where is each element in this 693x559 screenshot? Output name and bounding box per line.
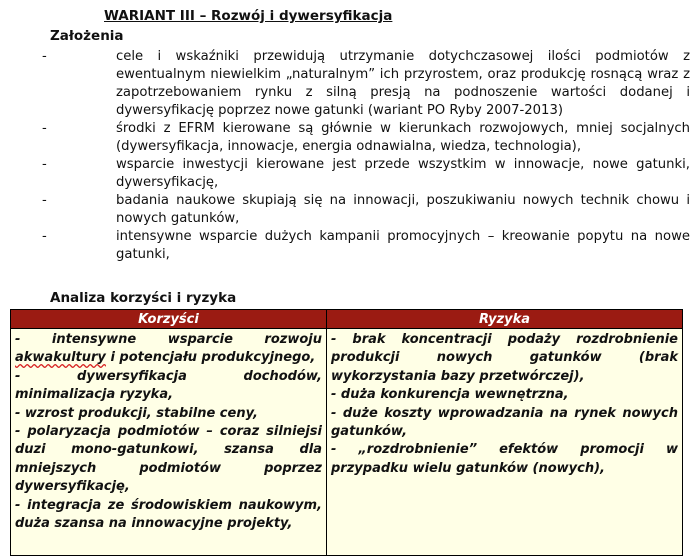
list-item — [42, 48, 690, 120]
bullet-dash: - — [42, 121, 47, 136]
risks-header: Ryzyka — [327, 310, 683, 329]
benefits-cell — [11, 329, 327, 556]
benefit-item: - integracja ze środowiskiem naukowym, duża szansa na innowacyjne projekty, — [15, 497, 322, 532]
risk-item: - duża konkurencja wewnętrzna, — [331, 387, 569, 403]
table-header-row — [11, 310, 683, 329]
risk-item: - brak koncentracji podaży rozdrobnienie produkcji nowych gatunków (brak wykorzystania bazy przetwórczej), — [331, 332, 678, 384]
assumptions-heading: Założenia — [50, 28, 124, 44]
risks-cell — [327, 329, 683, 556]
analysis-heading: Analiza korzyści i ryzyka — [50, 290, 237, 306]
list-item-text: intensywne wsparcie dużych kampanii promocyjnych – kreowanie popytu na nowe gatunki, — [116, 229, 690, 262]
benefit-item — [15, 331, 322, 368]
list-item — [42, 192, 690, 228]
benefits-header: Korzyści — [11, 310, 327, 329]
list-item-text: badania naukowe skupiają się na innowacji, poszukiwaniu nowych technik chowu i nowych gatunków, — [116, 193, 690, 226]
list-item — [42, 228, 690, 264]
benefit-item: - wzrost produkcji, stabilne ceny, — [15, 405, 258, 421]
list-item — [42, 156, 690, 192]
benefits-risks-table — [10, 309, 683, 556]
bullet-dash: - — [42, 229, 47, 244]
spellcheck-word: akwakultury — [15, 350, 106, 366]
document-title: WARIANT III – Rozwój i dywersyfikacja — [104, 8, 393, 24]
benefit-item: - dywersyfikacja dochodów, minimalizacja ryzyka, — [15, 368, 322, 403]
table-row — [11, 329, 683, 556]
benefit-text: - intensywne wsparcie rozwoju — [15, 332, 322, 347]
benefit-item: - polaryzacja podmiotów – coraz silniejsi duzi mono-gatunkowi, szansa dla mniejszych podmiotów poprzez dywersyfikację, — [15, 424, 322, 495]
bullet-dash: - — [42, 157, 47, 172]
risk-item: - „rozdrobnienie” efektów promocji w przypadku wielu gatunków (nowych), — [331, 442, 678, 476]
list-item — [42, 120, 690, 156]
bullet-dash: - — [42, 49, 47, 64]
list-item-text: wsparcie inwestycji kierowane jest przede wszystkim w innowacje, nowe gatunki, dywersyfikację, — [116, 157, 690, 190]
benefit-text: i potencjału produkcyjnego, — [105, 350, 316, 366]
list-item-text: cele i wskaźniki przewidują utrzymanie dotychczasowej ilości podmiotów z ewentualnym niewielkim „naturalnym” ich przyrostem, oraz produkcję rosnącą wraz z zapotrzebowaniem rynku z silną presją na podnoszenie wartości dodanej i dywersyfikację poprzez nowe gatunki (wariant PO Ryby 2007-2013) — [116, 49, 690, 118]
risk-item: - duże koszty wprowadzania na rynek nowych gatunków, — [331, 405, 678, 440]
list-item-text: środki z EFRM kierowane są głównie w kierunkach rozwojowych, mniej socjalnych (dywersyfikacja, innowacje, energia odnawialna, wiedza, technologia), — [116, 121, 690, 154]
bullet-dash: - — [42, 193, 47, 208]
assumptions-list — [42, 48, 690, 264]
